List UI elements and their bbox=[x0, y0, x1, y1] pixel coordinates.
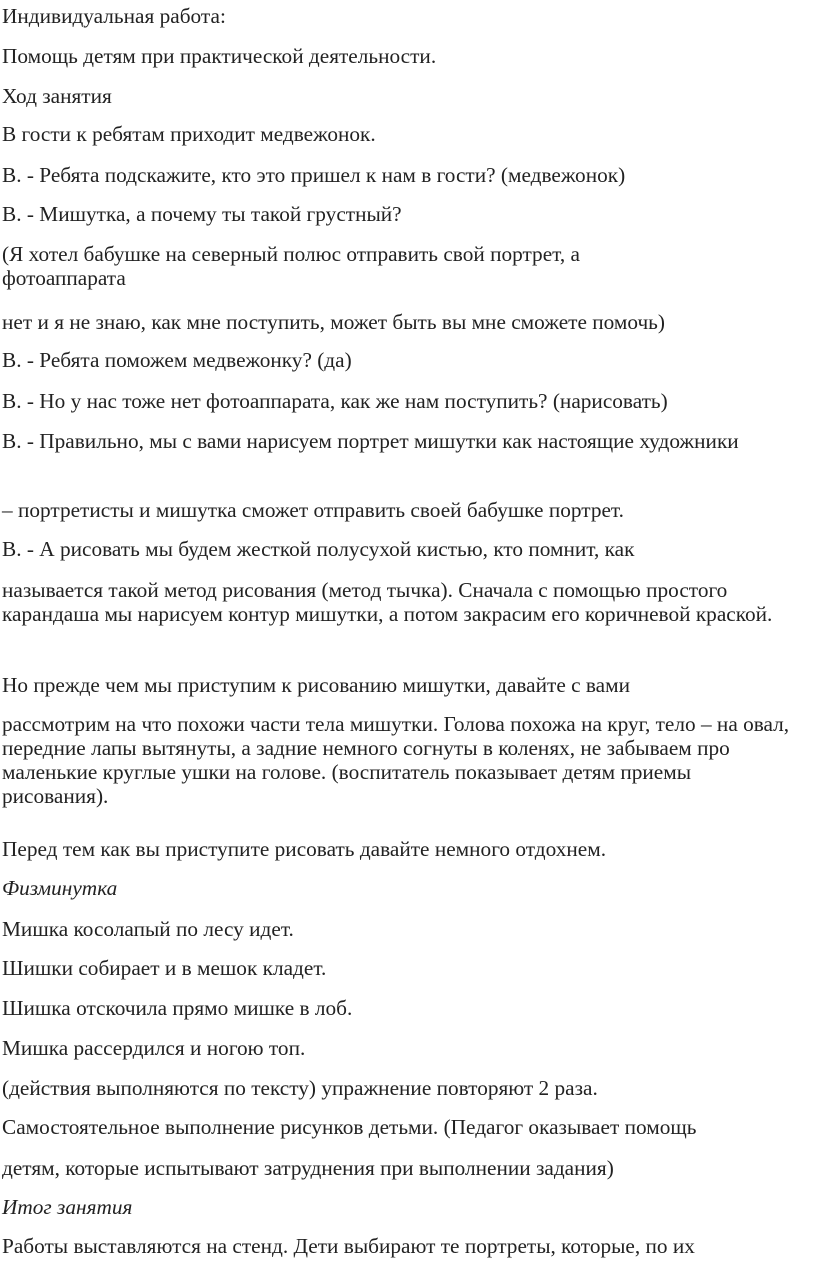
paragraph-individual-work: Индивидуальная работа: bbox=[2, 4, 226, 28]
paragraph-difficulties: детям, которые испытывают затруднения при выполнении задания) bbox=[2, 1156, 614, 1180]
heading-physical-minute: Физминутка bbox=[2, 876, 118, 900]
paragraph-brush-method: В. - А рисовать мы будем жесткой полусухой кистью, кто помнит, как bbox=[2, 537, 635, 561]
paragraph-body-parts: рассмотрим на что похожи части тела мишутки. Голова похожа на круг, тело – на овал, передние лапы вытянуты, а задние немного согнуты в коленях, не забываем про маленькие круглые ушки на голове. (воспитатель показывает детям приемы рисования). bbox=[2, 712, 790, 808]
poem-line-1: Мишка косолапый по лесу идет. bbox=[2, 917, 294, 941]
paragraph-exhibition: Работы выставляются на стенд. Дети выбирают те портреты, которые, по их bbox=[2, 1234, 695, 1258]
paragraph-independent-work: Самостоятельное выполнение рисунков детьми. (Педагог оказывает помощь bbox=[2, 1115, 697, 1139]
poem-line-3: Шишка отскочила прямо мишке в лоб. bbox=[2, 996, 353, 1020]
paragraph-portraitists: – портретисты и мишутка сможет отправить своей бабушке портрет. bbox=[2, 498, 624, 522]
paragraph-why-sad: В. - Мишутка, а почему ты такой грустный? bbox=[2, 202, 402, 226]
paragraph-repeat-exercise: (действия выполняются по тексту) упражнение повторяют 2 раза. bbox=[2, 1076, 598, 1100]
paragraph-before-drawing: Но прежде чем мы приступим к рисованию мишутки, давайте с вами bbox=[2, 673, 630, 697]
paragraph-who-came: В. - Ребята подскажите, кто это пришел к нам в гости? (медвежонок) bbox=[2, 163, 626, 187]
paragraph-poke-method: называется такой метод рисования (метод тычка). Сначала с помощью простого карандаша мы нарисуем контур мишутки, а потом закрасим его коричневой краской. bbox=[2, 578, 773, 626]
paragraph-help-bear: В. - Ребята поможем медвежонку? (да) bbox=[2, 348, 352, 372]
paragraph-rest: Перед тем как вы приступите рисовать давайте немного отдохнем. bbox=[2, 837, 607, 861]
poem-line-4: Мишка рассердился и ногою топ. bbox=[2, 1036, 306, 1060]
poem-line-2: Шишки собирает и в мешок кладет. bbox=[2, 956, 327, 980]
paragraph-dont-know: нет и я не знаю, как мне поступить, может быть вы мне сможете помочь) bbox=[2, 310, 665, 334]
paragraph-bear-arrives: В гости к ребятам приходит медвежонок. bbox=[2, 122, 376, 146]
paragraph-help-children: Помощь детям при практической деятельности. bbox=[2, 44, 437, 68]
paragraph-no-camera: В. - Но у нас тоже нет фотоаппарата, как же нам поступить? (нарисовать) bbox=[2, 389, 668, 413]
paragraph-lesson-progress: Ход занятия bbox=[2, 84, 112, 108]
paragraph-send-portrait: (Я хотел бабушке на северный полюс отправить свой портрет, а фотоаппарата bbox=[2, 242, 580, 290]
heading-lesson-summary: Итог занятия bbox=[2, 1195, 133, 1219]
paragraph-draw-portrait: В. - Правильно, мы с вами нарисуем портрет мишутки как настоящие художники bbox=[2, 429, 739, 453]
